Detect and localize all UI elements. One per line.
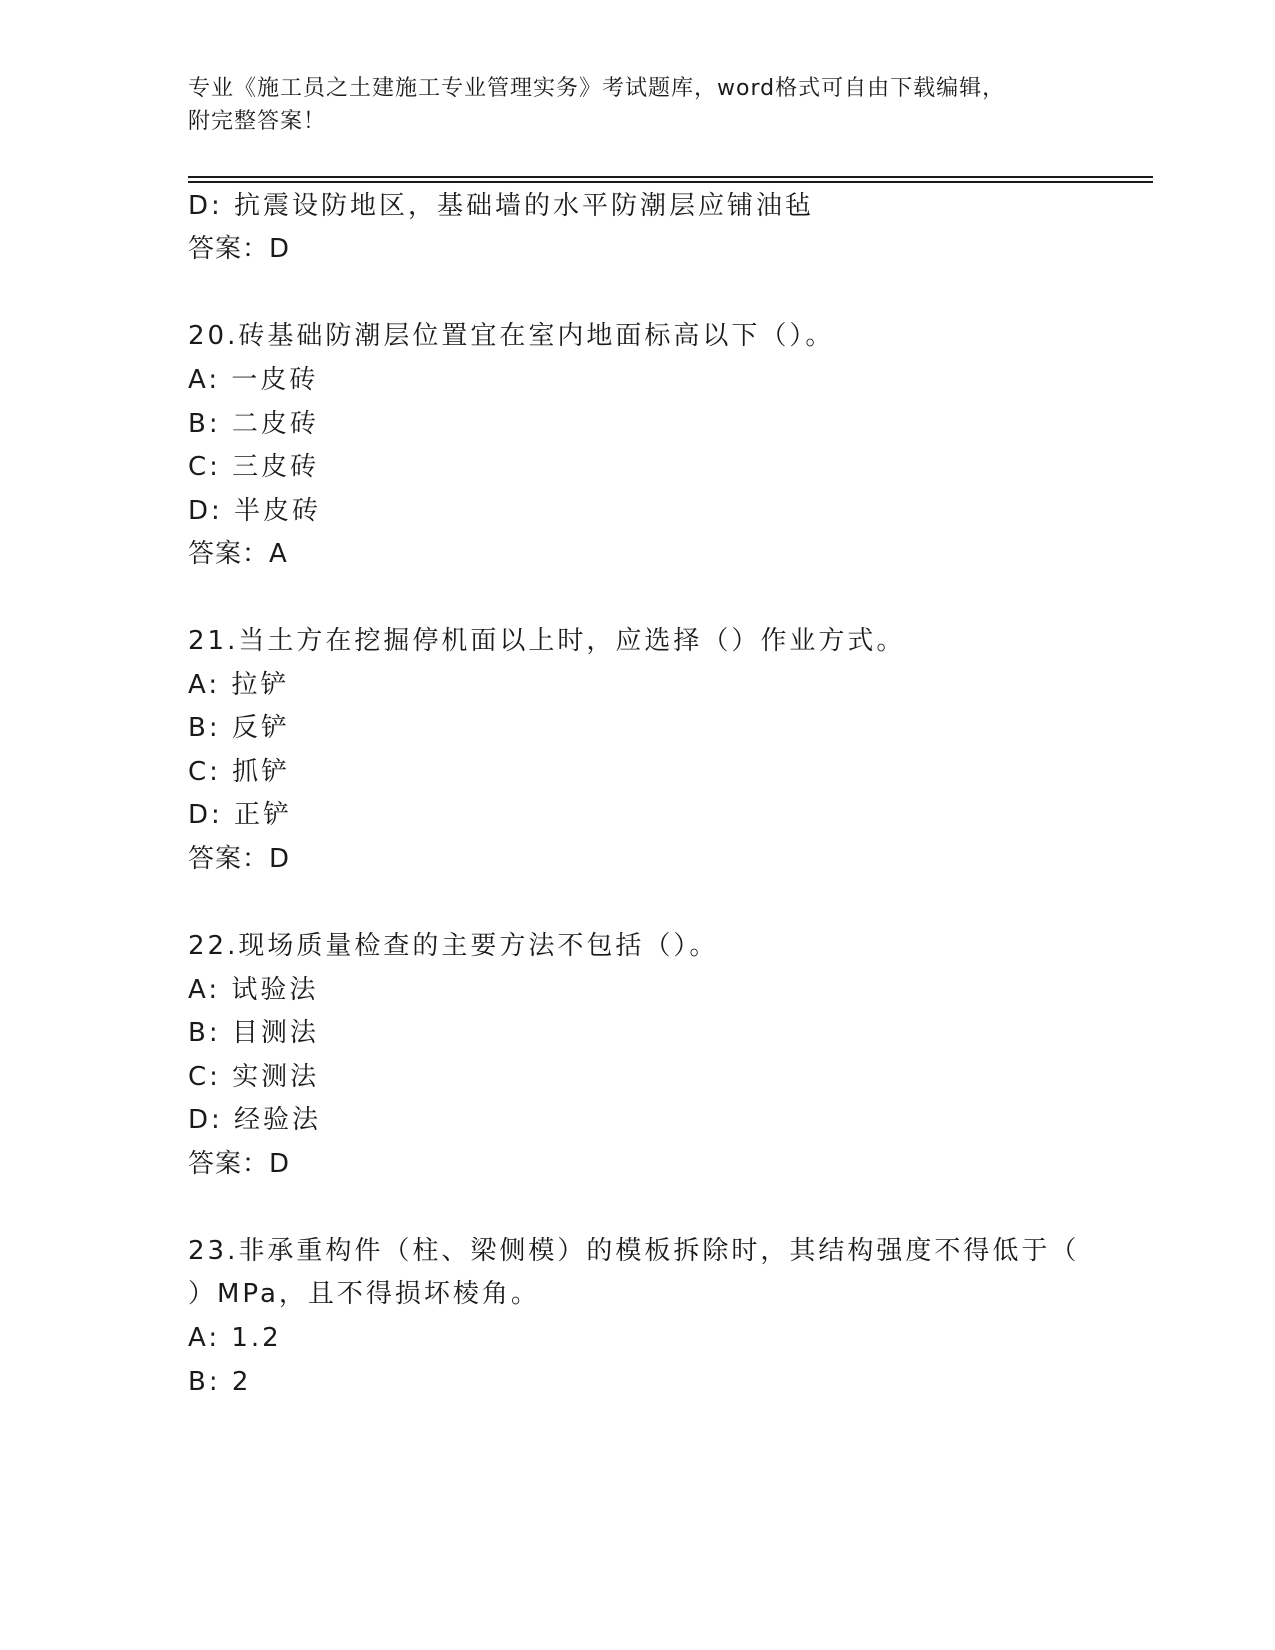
header-divider-bottom [188, 181, 1153, 183]
question-21-option-b: B: 反铲 [188, 713, 290, 743]
question-20-option-b: B: 二皮砖 [188, 409, 319, 439]
document-header [188, 72, 1088, 138]
question-21-stem: 21.当土方在挖掘停机面以上时，应选择（）作业方式。 [188, 626, 906, 656]
question-22-option-d: D: 经验法 [188, 1105, 322, 1135]
question-22-answer: 答案：D [188, 1149, 291, 1179]
question-23-option-a: A: 1.2 [188, 1323, 282, 1353]
question-23-stem-line-1: 23.非承重构件（柱、梁侧模）的模板拆除时，其结构强度不得低于（ [188, 1236, 1080, 1266]
prev-option-d: D: 抗震设防地区，基础墙的水平防潮层应铺油毡 [188, 191, 815, 221]
question-22-option-a: A: 试验法 [188, 975, 319, 1005]
header-line-1: 专业《施工员之土建施工专业管理实务》考试题库，word格式可自由下载编辑， [188, 76, 1006, 101]
question-22-option-b: B: 目测法 [188, 1018, 319, 1048]
question-22-stem: 22.现场质量检查的主要方法不包括（）。 [188, 931, 719, 961]
question-22-option-c: C: 实测法 [188, 1062, 320, 1092]
header-line-2: 附完整答案！ [188, 109, 327, 134]
question-21-option-c: C: 抓铲 [188, 757, 291, 787]
prev-answer: 答案：D [188, 234, 291, 264]
question-20-answer: 答案：A [188, 539, 288, 569]
question-20-stem: 20.砖基础防潮层位置宜在室内地面标高以下（）。 [188, 321, 835, 351]
question-21-option-d: D: 正铲 [188, 800, 293, 830]
question-21-answer: 答案：D [188, 844, 291, 874]
header-divider-top [188, 176, 1153, 178]
question-23-option-b: B: 2 [188, 1367, 252, 1397]
question-21-option-a: A: 拉铲 [188, 670, 290, 700]
question-20-option-d: D: 半皮砖 [188, 496, 322, 526]
question-23-stem-line-2: ）MPa，且不得损坏棱角。 [188, 1279, 540, 1309]
question-20-option-c: C: 三皮砖 [188, 452, 320, 482]
question-20-option-a: A: 一皮砖 [188, 365, 319, 395]
